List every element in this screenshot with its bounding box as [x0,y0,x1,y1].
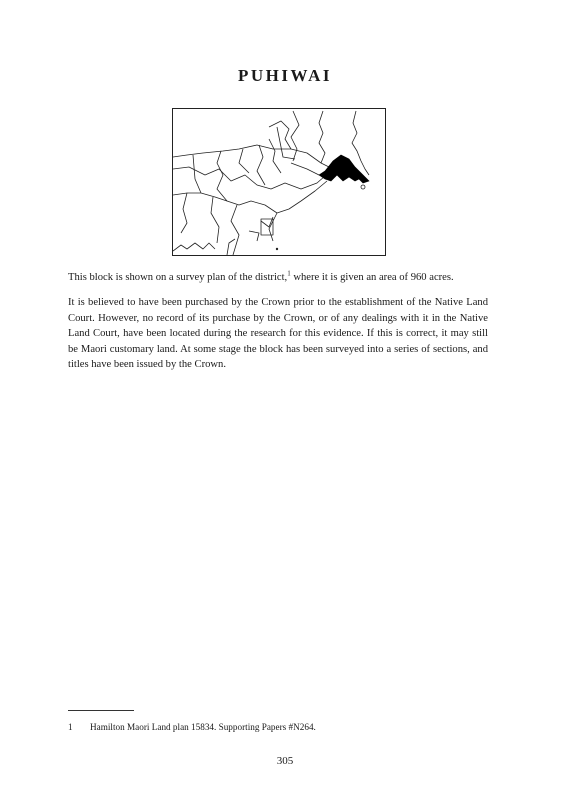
paragraph-1-text-b: where it is given an area of 960 acres. [290,272,454,283]
puhiwai-block-highlight [319,155,369,183]
footnote-number: 1 [68,722,73,732]
footnote-text: Hamilton Maori Land plan 15834. Supporting Papers #N264. [90,722,316,732]
paragraph-1 [68,270,488,286]
paragraph-1-text-a: This block is shown on a survey plan of the district, [68,272,288,283]
survey-plan-map [173,109,385,255]
south-coast [173,243,215,251]
footnote-divider [68,710,134,711]
footnote-ref: 1 [287,269,291,278]
page-title: PUHIWAI [237,66,332,85]
coastline [352,111,369,175]
page-number: 305 [276,755,294,767]
paragraph-2: It is believed to have been purchased by the Crown prior to the establishment of the Native Land Court. However, no record of its purchase by the Crown, or of any dealings with it in the Native Land Court, have been located during the research for this evidence. If this is correct, it may still be Maori customary land. At some stage the block has been surveyed into a series of sections, and titles have been issued by the Crown. [68,297,488,371]
footnote [68,722,316,732]
locality-map [172,108,386,256]
